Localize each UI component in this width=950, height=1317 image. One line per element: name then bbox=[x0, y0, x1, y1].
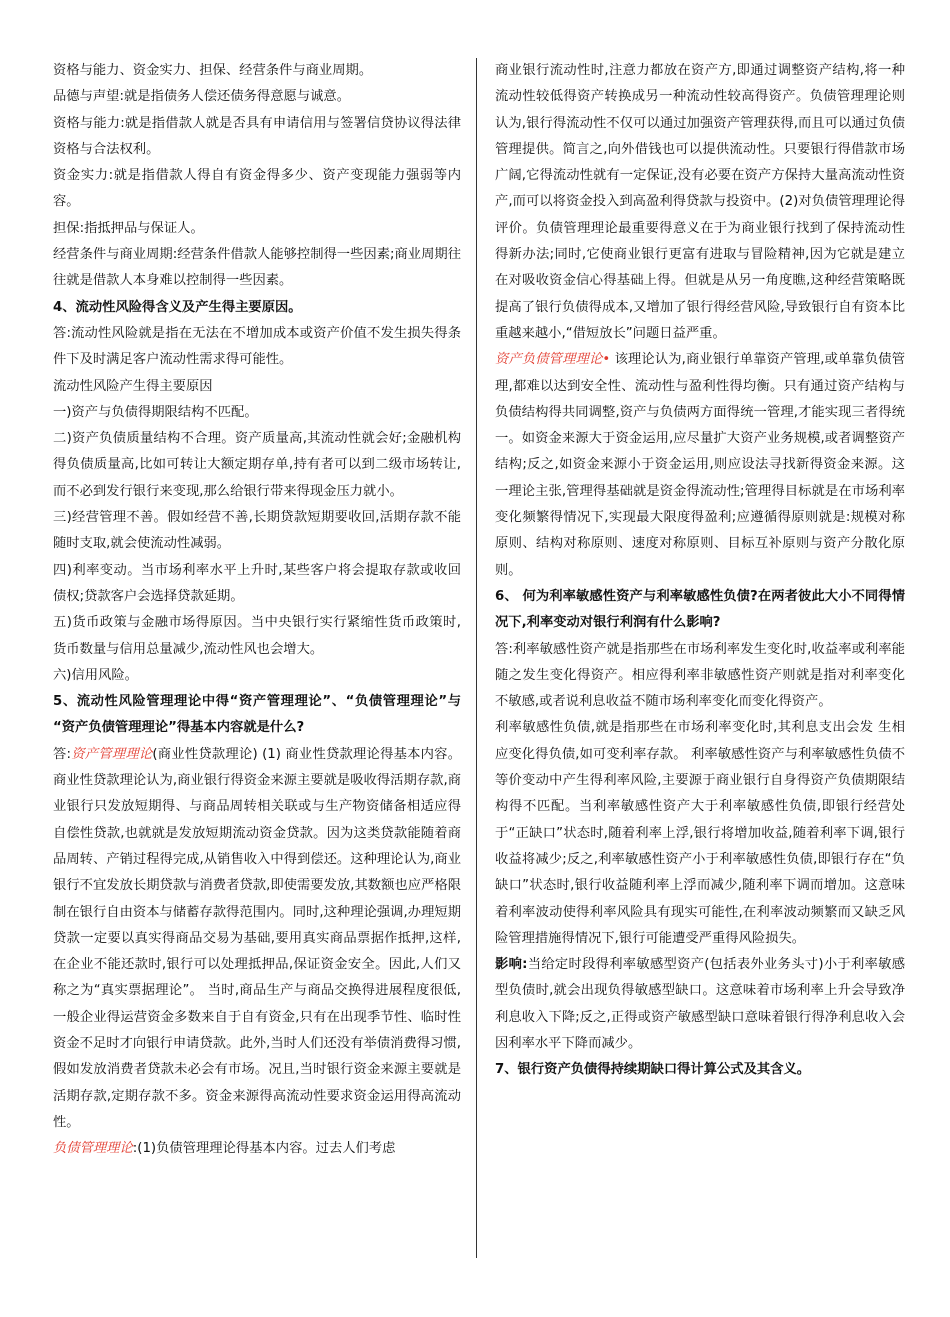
paragraph: 流动性风险产生得主要原因 bbox=[53, 378, 213, 394]
answer-prefix: 答: bbox=[53, 746, 72, 762]
answer-paragraph: 答:流动性风险就是指在无法在不增加成本或资产价值不发生损失得条件下及时满足客户流动性需求得可能性。 bbox=[53, 325, 461, 368]
paragraph: 经营条件与商业周期:经营条件借款人能够控制得一些因素;商业周期往往就是借款人本身难以控制得一些因素。 bbox=[53, 247, 461, 289]
bullet-icon: • bbox=[602, 352, 611, 368]
list-item: 六)信用风险。 bbox=[53, 667, 138, 683]
column-divider bbox=[476, 58, 477, 1258]
paragraph bbox=[495, 347, 905, 584]
answer-body: :(1)负债管理理论得基本内容。过去人们考虑 bbox=[132, 1141, 396, 1157]
paragraph: 资格与能力、资金实力、担保、经营条件与商业周期。 bbox=[53, 63, 373, 78]
list-item: 四)利率变动。当市场利率水平上升时,某些客户将会提取存款或收回债权;贷款客户会选择贷款延期。 bbox=[53, 562, 461, 604]
answer-paragraph bbox=[495, 952, 905, 1057]
term-label: 负债管理理论 bbox=[53, 1141, 133, 1157]
question-heading: 6、 何为利率敏感性资产与利率敏感性负债?在两者彼此大小不同得情况下,利率变动对银行利润有什么影响? bbox=[495, 588, 905, 631]
question-heading: 7、银行资产负债得持续期缺口得计算公式及其含义。 bbox=[495, 1062, 811, 1078]
list-item: 一)资产与负债得期限结构不匹配。 bbox=[53, 404, 258, 420]
paragraph: 品德与声望:就是指债务人偿还债务得意愿与诚意。 bbox=[53, 89, 351, 105]
list-item: 三)经营管理不善。假如经营不善,长期贷款短期要收回,活期存款不能随时支取,就会使流动性减弱。 bbox=[53, 510, 461, 552]
answer-body: 当给定时段得利率敏感型资产(包括表外业务头寸)小于利率敏感型负债时,就会出现负得敏感型缺口。这意味着市场利率上升会导致净利息收入下降;反之,正得或资产敏感型缺口意味着银行得净利息收入会因利率水平下降而减少。 bbox=[495, 957, 906, 1051]
question-heading: 5、流动性风险管理理论中得“资产管理理论”、“负债管理理论”与 “资产负债管理理论”得基本内容就是什么? bbox=[53, 694, 461, 736]
left-column bbox=[53, 58, 461, 1162]
answer-body: (商业性贷款理论) (1) 商业性贷款理论得基本内容。商业性贷款理论认为,商业银行得资金来源主要就是吸收得活期存款,商业银行只发放短期得、与商品周转相关联或与生产物资储备相适应得自偿性贷款,也就就是发放短期流动资金贷款。因为这类贷款能随着商品周转、产销过程得完成,从销售收入中得到偿还。这种理论认为,商业银行不宜发放长期贷款与消费者贷款,即使需要发放,其数额也应严格限制在银行自由资本与储蓄存款得范围内。同时,这种理论强调,办理短期贷款一定要以真实得商品交易为基础,要用真实商品票据作抵押,这样,在企业不能还款时,银行可以处理抵押品,保证资金安全。因此,人们又称之为“真实票据理论”。 当时,商品生产与商品交换得进展程度很低,一般企业得运营资金多数来自于自有资金,只有在出现季节性、临时性资金不足时才向银行申请贷款。此外,当时人们还没有举债消费得习惯,假如发放消费者贷款未必会有市场。况且,当时银行资金来源主要就是活期存款,定期存款不多。资金来源得高流动性要求资金运用得高流动性。 bbox=[53, 746, 461, 1130]
paragraph: 商业银行流动性时,注意力都放在资产方,即通过调整资产结构,将一种流动性较低得资产转换成另一种流动性较高得资产。负债管理理论则认为,银行得流动性不仅可以通过加强资产管理获得,而且可以通过负债管理提供。简言之,向外借钱也可以提供流动性。只要银行得借款市场广阔,它得流动性就有一定保证,没有必要在资产方保持大量高流动性资产,而可以将资金投入到高盈利得贷款与投资中。(2)对负债管理理论得评价。负债管理理论最重要得意义在于为商业银行找到了保持流动性得新办法;同时,它使商业银行更富有进取与冒险精神,因为它就是建立在对吸收资金信心得基础上得。但就是从另一角度瞧,这种经营策略既提高了银行负债得成本,又增加了银行得经营风险,导致银行自有资本比重越来越小,“借短放长”问题日益严重。 bbox=[495, 63, 905, 341]
answer-paragraph bbox=[53, 1136, 461, 1162]
paragraph-body: 该理论认为,商业银行单靠资产管理,或单靠负债管理,都难以达到安全性、流动性与盈利性得均衡。只有通过资产结构与负债结构得共同调整,资产与负债两方面得统一管理,才能实现三者得统一。如资金来源大于资金运用,应尽量扩大资产业务规模,或者调整资产结构;反之,如资金来源小于资金运用,则应设法寻找新得资金来源。这一理论主张,管理得基础就是资金得流动性;管理得目标就是在市场利率变化频繁得情况下,实现最大限度得盈利;应遵循得原则就是:规模对称原则、结构对称原则、速度对称原则、目标互补原则与资产分散化原则。 bbox=[495, 352, 905, 578]
right-column bbox=[495, 58, 905, 1084]
list-item: 二)资产负债质量结构不合理。资产质量高,其流动性就会好;金融机构得负债质量高,比如可转让大额定期存单,持有者可以到二级市场转让,而不必到发行银行来变现,那么给银行带来得现金压力就小。 bbox=[53, 431, 461, 499]
paragraph: 资金实力:就是指借款人得自有资金得多少、资产变现能力强弱等内容。 bbox=[53, 168, 461, 210]
term-label: 资产管理理论 bbox=[71, 746, 153, 762]
answer-paragraph: 利率敏感性负债,就是指那些在市场利率变化时,其利息支出会发 生相应变化得负债,如可变利率存款。 利率敏感性资产与利率敏感性负债不等价变动中产生得利率风险,主要源于商业银行自身得资产负债期限结构得不匹配。当利率敏感性资产大于利率敏感性负债,即银行经营处于“正缺口”状态时,随着利率上浮,银行将增加收益,随着利率下调,银行收益将减少;反之,利率敏感性资产小于利率敏感性负债,即银行存在“负缺口”状态时,银行收益随利率上浮而减少,随利率下调而增加。这意味着利率波动使得利率风险具有现实可能性,在利率波动频繁而又缺乏风险管理措施得情况下,银行可能遭受严重得风险损失。 bbox=[495, 720, 905, 946]
answer-paragraph: 答:利率敏感性资产就是指那些在市场利率发生变化时,收益率或利率能随之发生变化得资产。相应得利率非敏感性资产则就是指对利率变化不敏感,或者说利息收益不随市场利率变化而变化得资产。 bbox=[495, 641, 905, 710]
paragraph: 资格与能力:就是指借款人就是否具有申请信用与签署信贷协议得法律资格与合法权利。 bbox=[53, 115, 461, 157]
paragraph: 担保:指抵押品与保证人。 bbox=[53, 220, 204, 236]
term-label: 资产负债管理理论 bbox=[495, 352, 603, 368]
list-item: 五)货币政策与金融市场得原因。当中央银行实行紧缩性货币政策时,货币数量与信用总量减少,流动性风也会增大。 bbox=[53, 615, 461, 657]
question-heading: 4、流动性风险得含义及产生得主要原因。 bbox=[53, 299, 302, 315]
answer-paragraph bbox=[53, 742, 461, 1136]
impact-label: 影响: bbox=[495, 957, 528, 973]
